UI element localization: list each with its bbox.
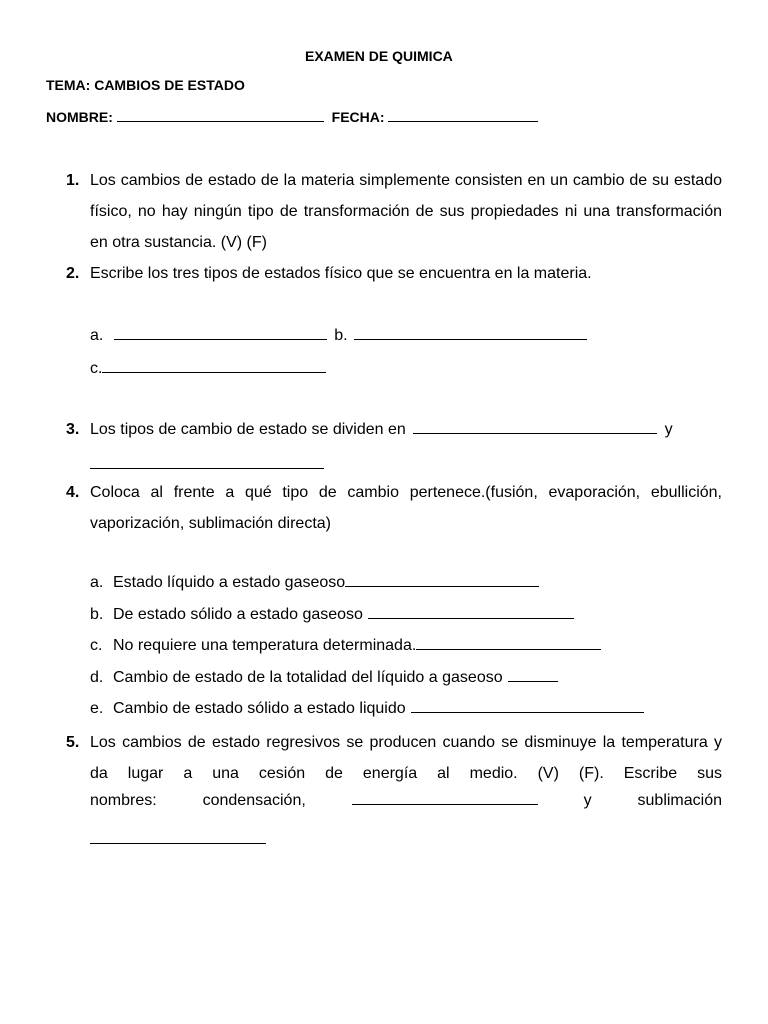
item-letter: a. — [90, 574, 104, 591]
q4-item-a — [90, 571, 539, 592]
question-5 — [66, 727, 722, 789]
q4-item-c — [90, 634, 601, 655]
connector-text: y — [664, 421, 673, 438]
answer-blank-b[interactable] — [354, 324, 587, 340]
item-letter: e. — [90, 700, 104, 717]
item-blank[interactable] — [411, 697, 644, 713]
item-letter: c. — [90, 637, 103, 654]
item-blank[interactable] — [508, 666, 558, 682]
q4-item-b — [90, 603, 574, 624]
date-blank[interactable] — [388, 106, 538, 122]
answer-blank-1[interactable] — [352, 789, 538, 805]
word-condensacion: condensación, — [202, 792, 306, 809]
item-blank[interactable] — [416, 634, 601, 650]
answer-blank-2[interactable] — [90, 828, 266, 844]
q2-answer-c — [90, 357, 326, 378]
question-text: Los cambios de estado regresivos se producen cuando se disminuye la temperatura y da lugar a una cesión de energía al medio. (V) (F). Escribe sus — [90, 734, 722, 782]
question-3 — [66, 414, 722, 445]
q4-item-d — [90, 666, 558, 687]
question-text: Escribe los tres tipos de estados físico que se encuentra en la materia. — [90, 265, 592, 282]
answer-letter: a. — [90, 327, 104, 344]
q5-names-row — [90, 789, 722, 810]
question-number: 4. — [66, 484, 80, 501]
item-text: Estado líquido a estado gaseoso — [113, 574, 346, 591]
name-blank[interactable] — [117, 106, 324, 122]
name-date-row — [46, 106, 538, 125]
answer-letter: c. — [90, 360, 103, 377]
question-4 — [66, 477, 722, 539]
item-letter: b. — [90, 606, 104, 623]
item-blank[interactable] — [368, 603, 574, 619]
date-label: FECHA: — [331, 109, 385, 125]
question-1 — [66, 165, 722, 258]
word-sublimacion: sublimación — [637, 792, 722, 809]
item-text: Cambio de estado de la totalidad del líquido a gaseoso — [113, 669, 503, 686]
question-2 — [66, 258, 722, 289]
item-text: De estado sólido a estado gaseoso — [113, 606, 363, 623]
exam-topic: TEMA: CAMBIOS DE ESTADO — [46, 77, 245, 93]
item-text: Cambio de estado sólido a estado liquido — [113, 700, 406, 717]
item-text: No requiere una temperatura determinada. — [113, 637, 417, 654]
q4-item-e — [90, 697, 644, 718]
name-label: NOMBRE: — [46, 109, 113, 125]
question-content — [90, 414, 722, 445]
answer-blank-2[interactable] — [90, 453, 324, 469]
answer-blank-a[interactable] — [114, 324, 327, 340]
connector-text: y — [583, 792, 592, 809]
answer-blank-c[interactable] — [102, 357, 326, 373]
answer-letter: b. — [334, 327, 348, 344]
question-text: Los cambios de estado de la materia simplemente consisten en un cambio de su estado físico, no hay ningún tipo de transformación de sus propiedades ni una transformación en otra sustancia. (V) (F) — [90, 172, 722, 251]
item-blank[interactable] — [345, 571, 539, 587]
item-letter: d. — [90, 669, 104, 686]
exam-title: EXAMEN DE QUIMICA — [305, 48, 453, 64]
names-label: nombres: — [90, 792, 157, 809]
answer-blank-1[interactable] — [413, 418, 657, 434]
question-number: 5. — [66, 734, 80, 751]
q2-answer-ab — [90, 324, 587, 345]
question-number: 3. — [66, 421, 80, 438]
question-number: 1. — [66, 172, 80, 189]
question-text: Coloca al frente a qué tipo de cambio pertenece.(fusión, evaporación, ebullición, vaporización, sublimación directa) — [90, 484, 722, 532]
question-number: 2. — [66, 265, 80, 282]
question-text: Los tipos de cambio de estado se dividen en — [90, 421, 406, 438]
